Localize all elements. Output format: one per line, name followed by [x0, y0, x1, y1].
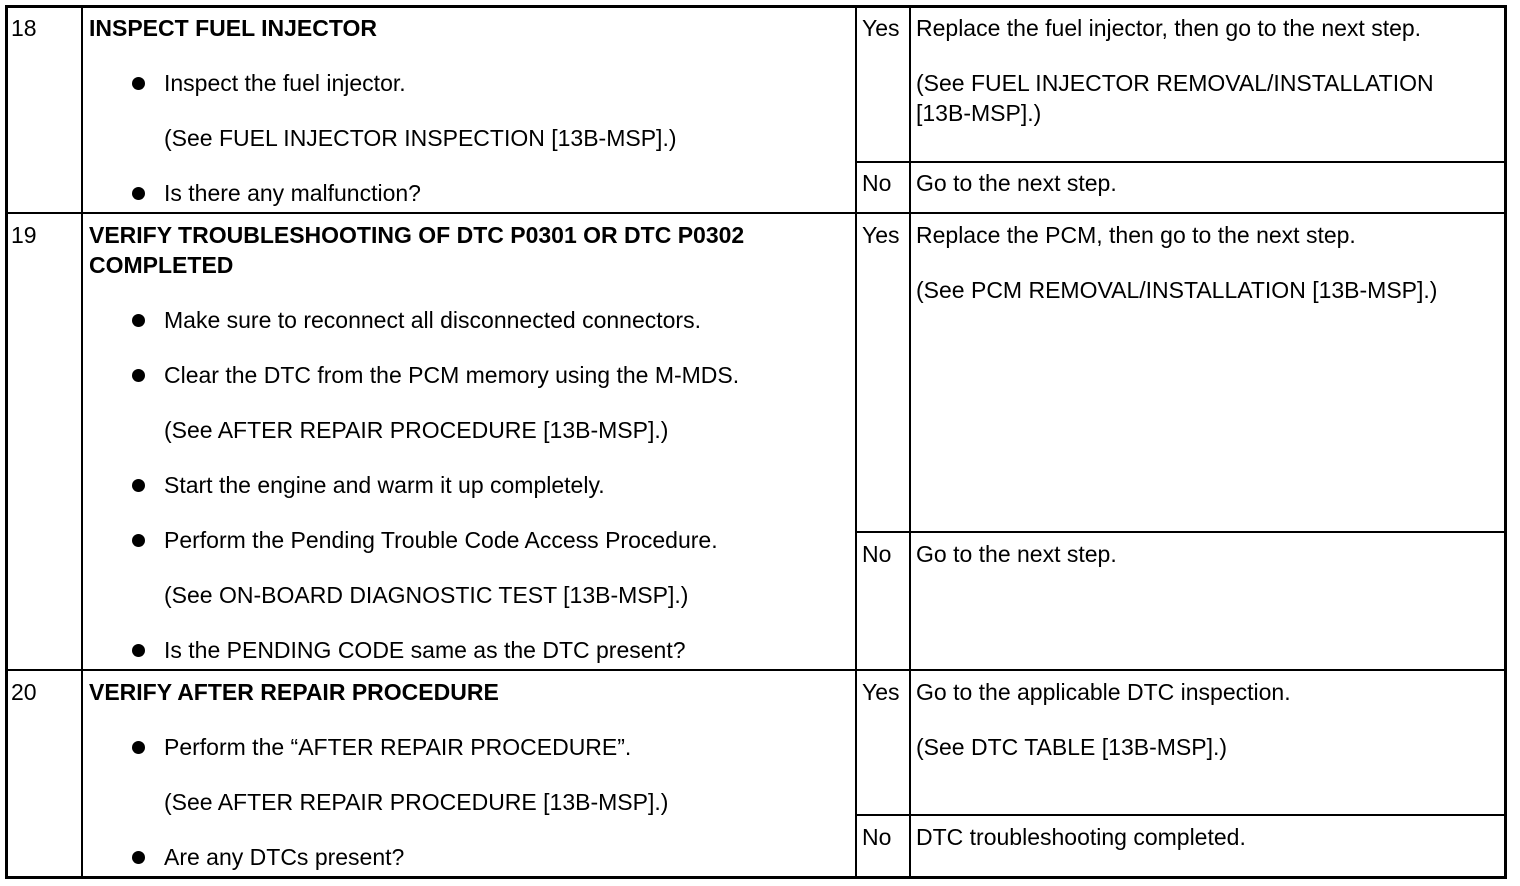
yes-result: (See PCM REMOVAL/INSTALLATION [13B-MSP].) [916, 277, 1438, 303]
yes-result: (See DTC TABLE [13B-MSP].) [916, 734, 1228, 760]
yes-no-divider-18 [856, 161, 1506, 163]
step-item: Are any DTCs present? [164, 844, 405, 870]
no-result: DTC troubleshooting completed. [916, 824, 1246, 850]
column-divider-answer [909, 6, 911, 878]
step-title: COMPLETED [89, 252, 234, 278]
step-item: Is there any malfunction? [164, 180, 421, 206]
step-title: VERIFY AFTER REPAIR PROCEDURE [89, 679, 499, 705]
yes-result: Go to the applicable DTC inspection. [916, 679, 1291, 705]
row-divider-19-20 [6, 669, 1506, 671]
yes-result: (See FUEL INJECTOR REMOVAL/INSTALLATION [916, 70, 1434, 96]
bullet-icon [132, 479, 145, 492]
bullet-icon [132, 314, 145, 327]
yes-no-divider-20 [856, 814, 1506, 816]
step-item: Clear the DTC from the PCM memory using the M-MDS. [164, 362, 740, 388]
step-item: Start the engine and warm it up completely. [164, 472, 605, 498]
step-item: Perform the Pending Trouble Code Access Procedure. [164, 527, 718, 553]
yes-result: Replace the PCM, then go to the next step. [916, 222, 1356, 248]
row-divider-18-19 [6, 212, 1506, 214]
yes-label: Yes [862, 679, 900, 705]
column-divider-action [855, 6, 857, 878]
step-title: VERIFY TROUBLESHOOTING OF DTC P0301 OR DTC P0302 [89, 222, 745, 248]
yes-result: Replace the fuel injector, then go to the next step. [916, 15, 1422, 41]
yes-result: [13B-MSP].) [916, 100, 1042, 126]
bullet-icon [132, 369, 145, 382]
no-result: Go to the next step. [916, 170, 1117, 196]
bullet-icon [132, 851, 145, 864]
bullet-icon [132, 534, 145, 547]
step-item: (See AFTER REPAIR PROCEDURE [13B-MSP].) [164, 789, 669, 815]
bullet-icon [132, 187, 145, 200]
step-item: (See ON-BOARD DIAGNOSTIC TEST [13B-MSP].) [164, 582, 689, 608]
no-label: No [862, 170, 892, 196]
yes-label: Yes [862, 222, 900, 248]
bullet-icon [132, 644, 145, 657]
bullet-icon [132, 77, 145, 90]
step-item: Is the PENDING CODE same as the DTC present? [164, 637, 686, 663]
step-item: Inspect the fuel injector. [164, 70, 406, 96]
step-number: 20 [11, 679, 37, 705]
step-number: 18 [11, 15, 37, 41]
no-result: Go to the next step. [916, 541, 1117, 567]
yes-no-divider-19 [856, 531, 1506, 533]
column-divider-number [81, 6, 83, 878]
step-item: Perform the “AFTER REPAIR PROCEDURE”. [164, 734, 632, 760]
step-number: 19 [11, 222, 37, 248]
step-item: (See FUEL INJECTOR INSPECTION [13B-MSP].) [164, 125, 677, 151]
step-title: INSPECT FUEL INJECTOR [89, 15, 377, 41]
no-label: No [862, 541, 892, 567]
yes-label: Yes [862, 15, 900, 41]
no-label: No [862, 824, 892, 850]
step-item: Make sure to reconnect all disconnected connectors. [164, 307, 701, 333]
bullet-icon [132, 741, 145, 754]
step-item: (See AFTER REPAIR PROCEDURE [13B-MSP].) [164, 417, 669, 443]
